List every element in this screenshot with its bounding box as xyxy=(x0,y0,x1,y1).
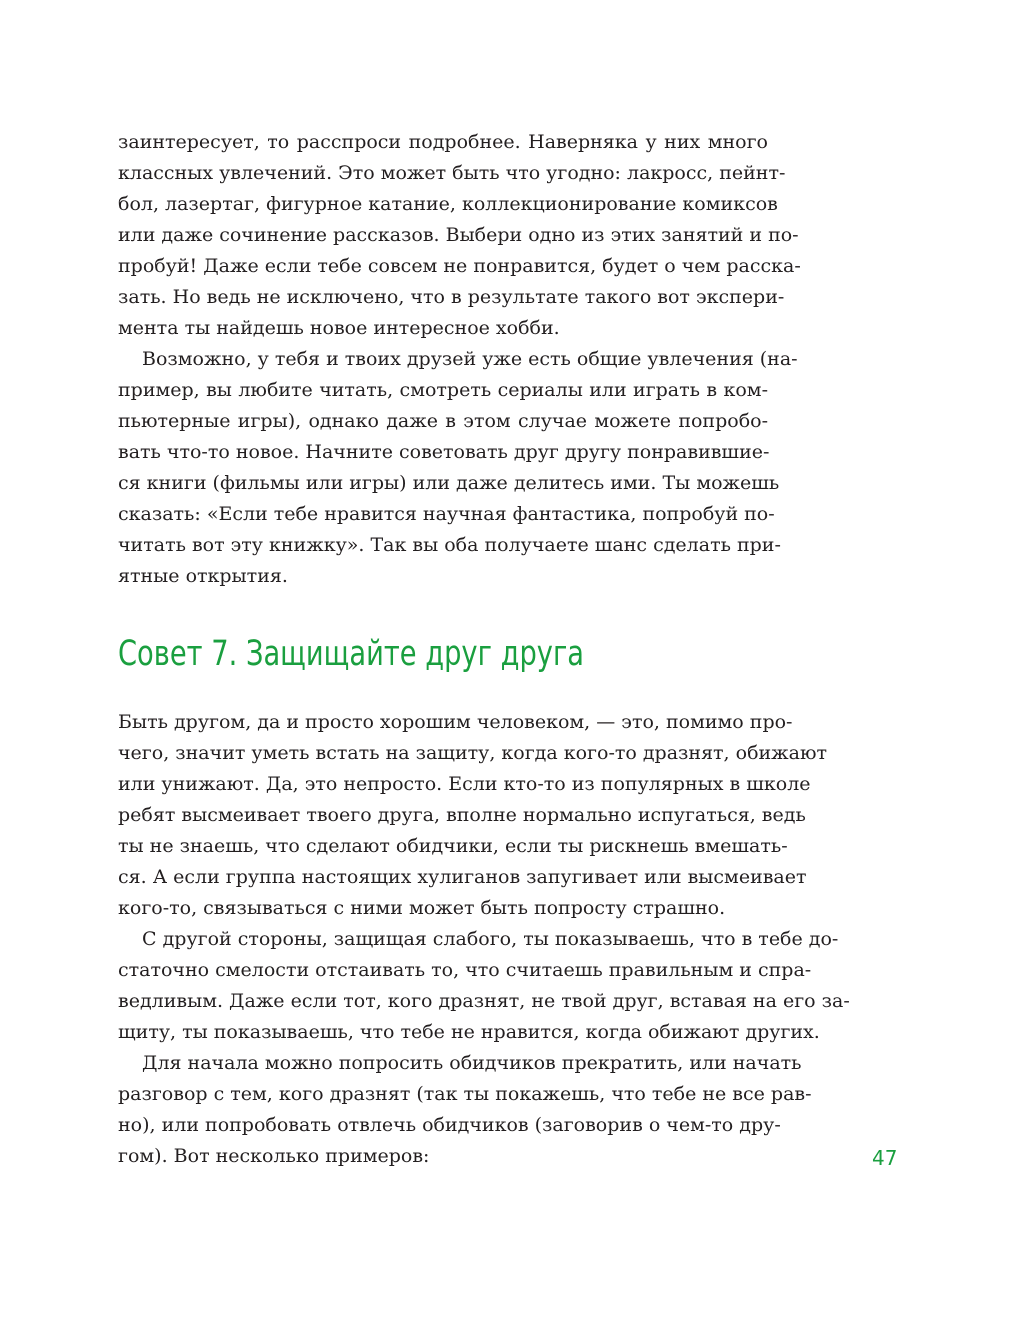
text-line: статочно смелости отстаивать то, что считаешь правильным и спра- xyxy=(118,959,812,981)
text-line: классных увлечений. Это может быть что угодно: лакросс, пейнт- xyxy=(118,162,786,184)
text-line: или даже сочинение рассказов. Выбери одно из этих занятий и по- xyxy=(118,224,799,246)
text-line: кого-то, связываться с ними может быть попросту страшно. xyxy=(118,897,726,919)
text-line: ведливым. Даже если тот, кого дразнят, не твой друг, вставая на его за- xyxy=(118,990,850,1012)
text-line: заинтересует, то расспроси подробнее. Наверняка у них много xyxy=(118,131,768,153)
text-line: пробуй! Даже если тебе совсем не понравится, будет о чем расска- xyxy=(118,255,801,277)
body-text-section-1 xyxy=(118,127,801,592)
text-line: мента ты найдешь новое интересное хобби. xyxy=(118,317,560,339)
text-line: читать вот эту книжку». Так вы оба получаете шанс сделать при- xyxy=(118,534,781,556)
text-line: ятные открытия. xyxy=(118,565,288,587)
text-line: Возможно, у тебя и твоих друзей уже есть общие увлечения (на- xyxy=(142,348,798,370)
text-line: пьютерные игры), однако даже в этом случае можете попробо- xyxy=(118,410,768,432)
text-line: Для начала можно попросить обидчиков прекратить, или начать xyxy=(142,1052,802,1074)
text-line: щиту, ты показываешь, что тебе не нравится, когда обижают других. xyxy=(118,1021,820,1043)
text-line: ся книги (фильмы или игры) или даже делитесь ими. Ты можешь xyxy=(118,472,780,494)
text-line: С другой стороны, защищая слабого, ты показываешь, что в тебе до- xyxy=(142,928,839,950)
text-line: зать. Но ведь не исключено, что в результате такого вот экспери- xyxy=(118,286,785,308)
page-number: 47 xyxy=(872,1146,898,1170)
text-line: гом). Вот несколько примеров: xyxy=(118,1145,430,1167)
text-line: или унижают. Да, это непросто. Если кто-то из популярных в школе xyxy=(118,773,811,795)
text-line: чего, значит уметь встать на защиту, когда кого-то дразнят, обижают xyxy=(118,742,828,764)
text-line: Быть другом, да и просто хорошим человеком, — это, помимо про- xyxy=(118,711,793,733)
text-line: ты не знаешь, что сделают обидчики, если ты рискнешь вмешать- xyxy=(118,835,788,857)
text-line: но), или попробовать отвлечь обидчиков (заговорив о чем-то дру- xyxy=(118,1114,781,1136)
text-line: ребят высмеивает твоего друга, вполне нормально испугаться, ведь xyxy=(118,804,806,826)
text-line: ся. А если группа настоящих хулиганов запугивает или высмеивает xyxy=(118,866,807,888)
text-line: сказать: «Если тебе нравится научная фантастика, попробуй по- xyxy=(118,503,775,525)
text-line: бол, лазертаг, фигурное катание, коллекционирование комиксов xyxy=(118,193,778,215)
body-text-section-2 xyxy=(118,707,850,1172)
text-line: разговор с тем, кого дразнят (так ты покажешь, что тебе не все рав- xyxy=(118,1083,812,1105)
text-line: вать что-то новое. Начните советовать друг другу понравившие- xyxy=(118,441,770,463)
text-line: пример, вы любите читать, смотреть сериалы или играть в ком- xyxy=(118,379,768,401)
section-heading: Совет 7. Защищайте друг друга xyxy=(118,634,585,674)
